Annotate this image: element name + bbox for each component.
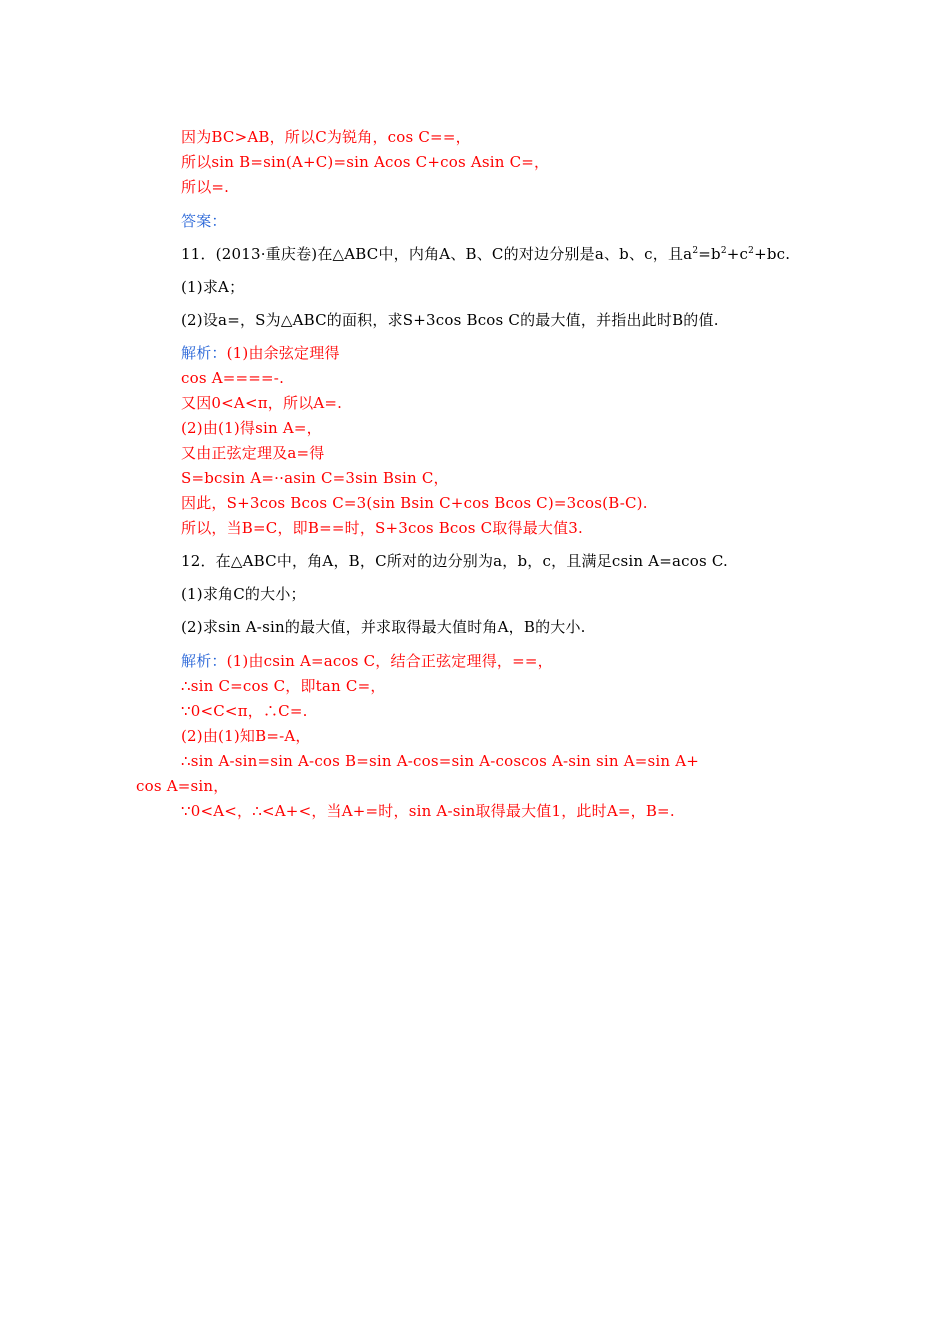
exponent: 2 [748, 246, 755, 256]
question-11-part-1: (1)求A； [181, 278, 245, 296]
question-11-stem-text: 11．(2013·重庆卷)在△ABC中，内角A、B、C的对边分别是a、b、c，且a [181, 245, 693, 263]
exponent: 2 [692, 246, 699, 256]
solution-11-line: S=bcsin A=··asin C=3sin Bsin C， [181, 469, 449, 487]
equals-text: =b [698, 245, 721, 263]
prev-solution-line: 所以=. [181, 178, 230, 196]
question-12-part-1: (1)求角C的大小； [181, 585, 306, 603]
exponent: 2 [720, 246, 727, 256]
solution-11-first-line [181, 343, 340, 363]
prev-solution-line: 因为BC>AB，所以C为锐角，cos C==， [181, 128, 471, 146]
solution-12-line: ∵0<A<，∴<A+<，当A+=时，sin A-sin取得最大值1，此时A=，B=. [181, 802, 675, 820]
solution-12-line: ∵0<C<π，∴C=. [181, 702, 308, 720]
prev-solution-line: 所以sin B=sin(A+C)=sin Acos C+cos Asin C=， [181, 153, 550, 171]
solution-11-line: cos A====-. [181, 369, 285, 387]
question-11-part-2: (2)设a=，S为△ABC的面积，求S+3cos Bcos C的最大值，并指出此时B的值. [181, 311, 719, 329]
solution-label: 解析： [181, 652, 227, 670]
solution-label: 解析： [181, 344, 227, 362]
solution-12-line: (2)由(1)知B=-A， [181, 727, 311, 745]
question-12-part-2: (2)求sin A-sin的最大值，并求取得最大值时角A，B的大小. [181, 618, 586, 636]
plus-text: +c [726, 245, 749, 263]
solution-11-line: 又由正弦定理及a=得 [181, 444, 325, 462]
solution-text: (1)由csin A=acos C，结合正弦定理得，==， [226, 652, 553, 670]
solution-11-line: 所以，当B=C，即B==时，S+3cos Bcos C取得最大值3. [181, 519, 584, 537]
question-12-stem: 12．在△ABC中，角A，B，C所对的边分别为a，b，c，且满足csin A=acos C. [181, 552, 728, 570]
solution-12-line: ∴sin C=cos C，即tan C=， [181, 677, 386, 695]
solution-11-line: (2)由(1)得sin A=， [181, 419, 322, 437]
answer-label: 答案： [181, 212, 227, 230]
question-11-stem [181, 244, 790, 264]
solution-12-line: ∴sin A-sin=sin A-cos B=sin A-cos=sin A-coscos A-sin sin A=sin A+ [181, 752, 700, 770]
solution-11-line: 又因0<A<π，所以A=. [181, 394, 343, 412]
solution-11-line: 因此，S+3cos Bcos C=3(sin Bsin C+cos Bcos C)=3cos(B-C). [181, 494, 648, 512]
solution-12-line: cos A=sin， [136, 777, 229, 795]
solution-text: (1)由余弦定理得 [226, 344, 340, 362]
stem-tail: +bc. [754, 245, 791, 263]
solution-12-first-line [181, 651, 553, 671]
